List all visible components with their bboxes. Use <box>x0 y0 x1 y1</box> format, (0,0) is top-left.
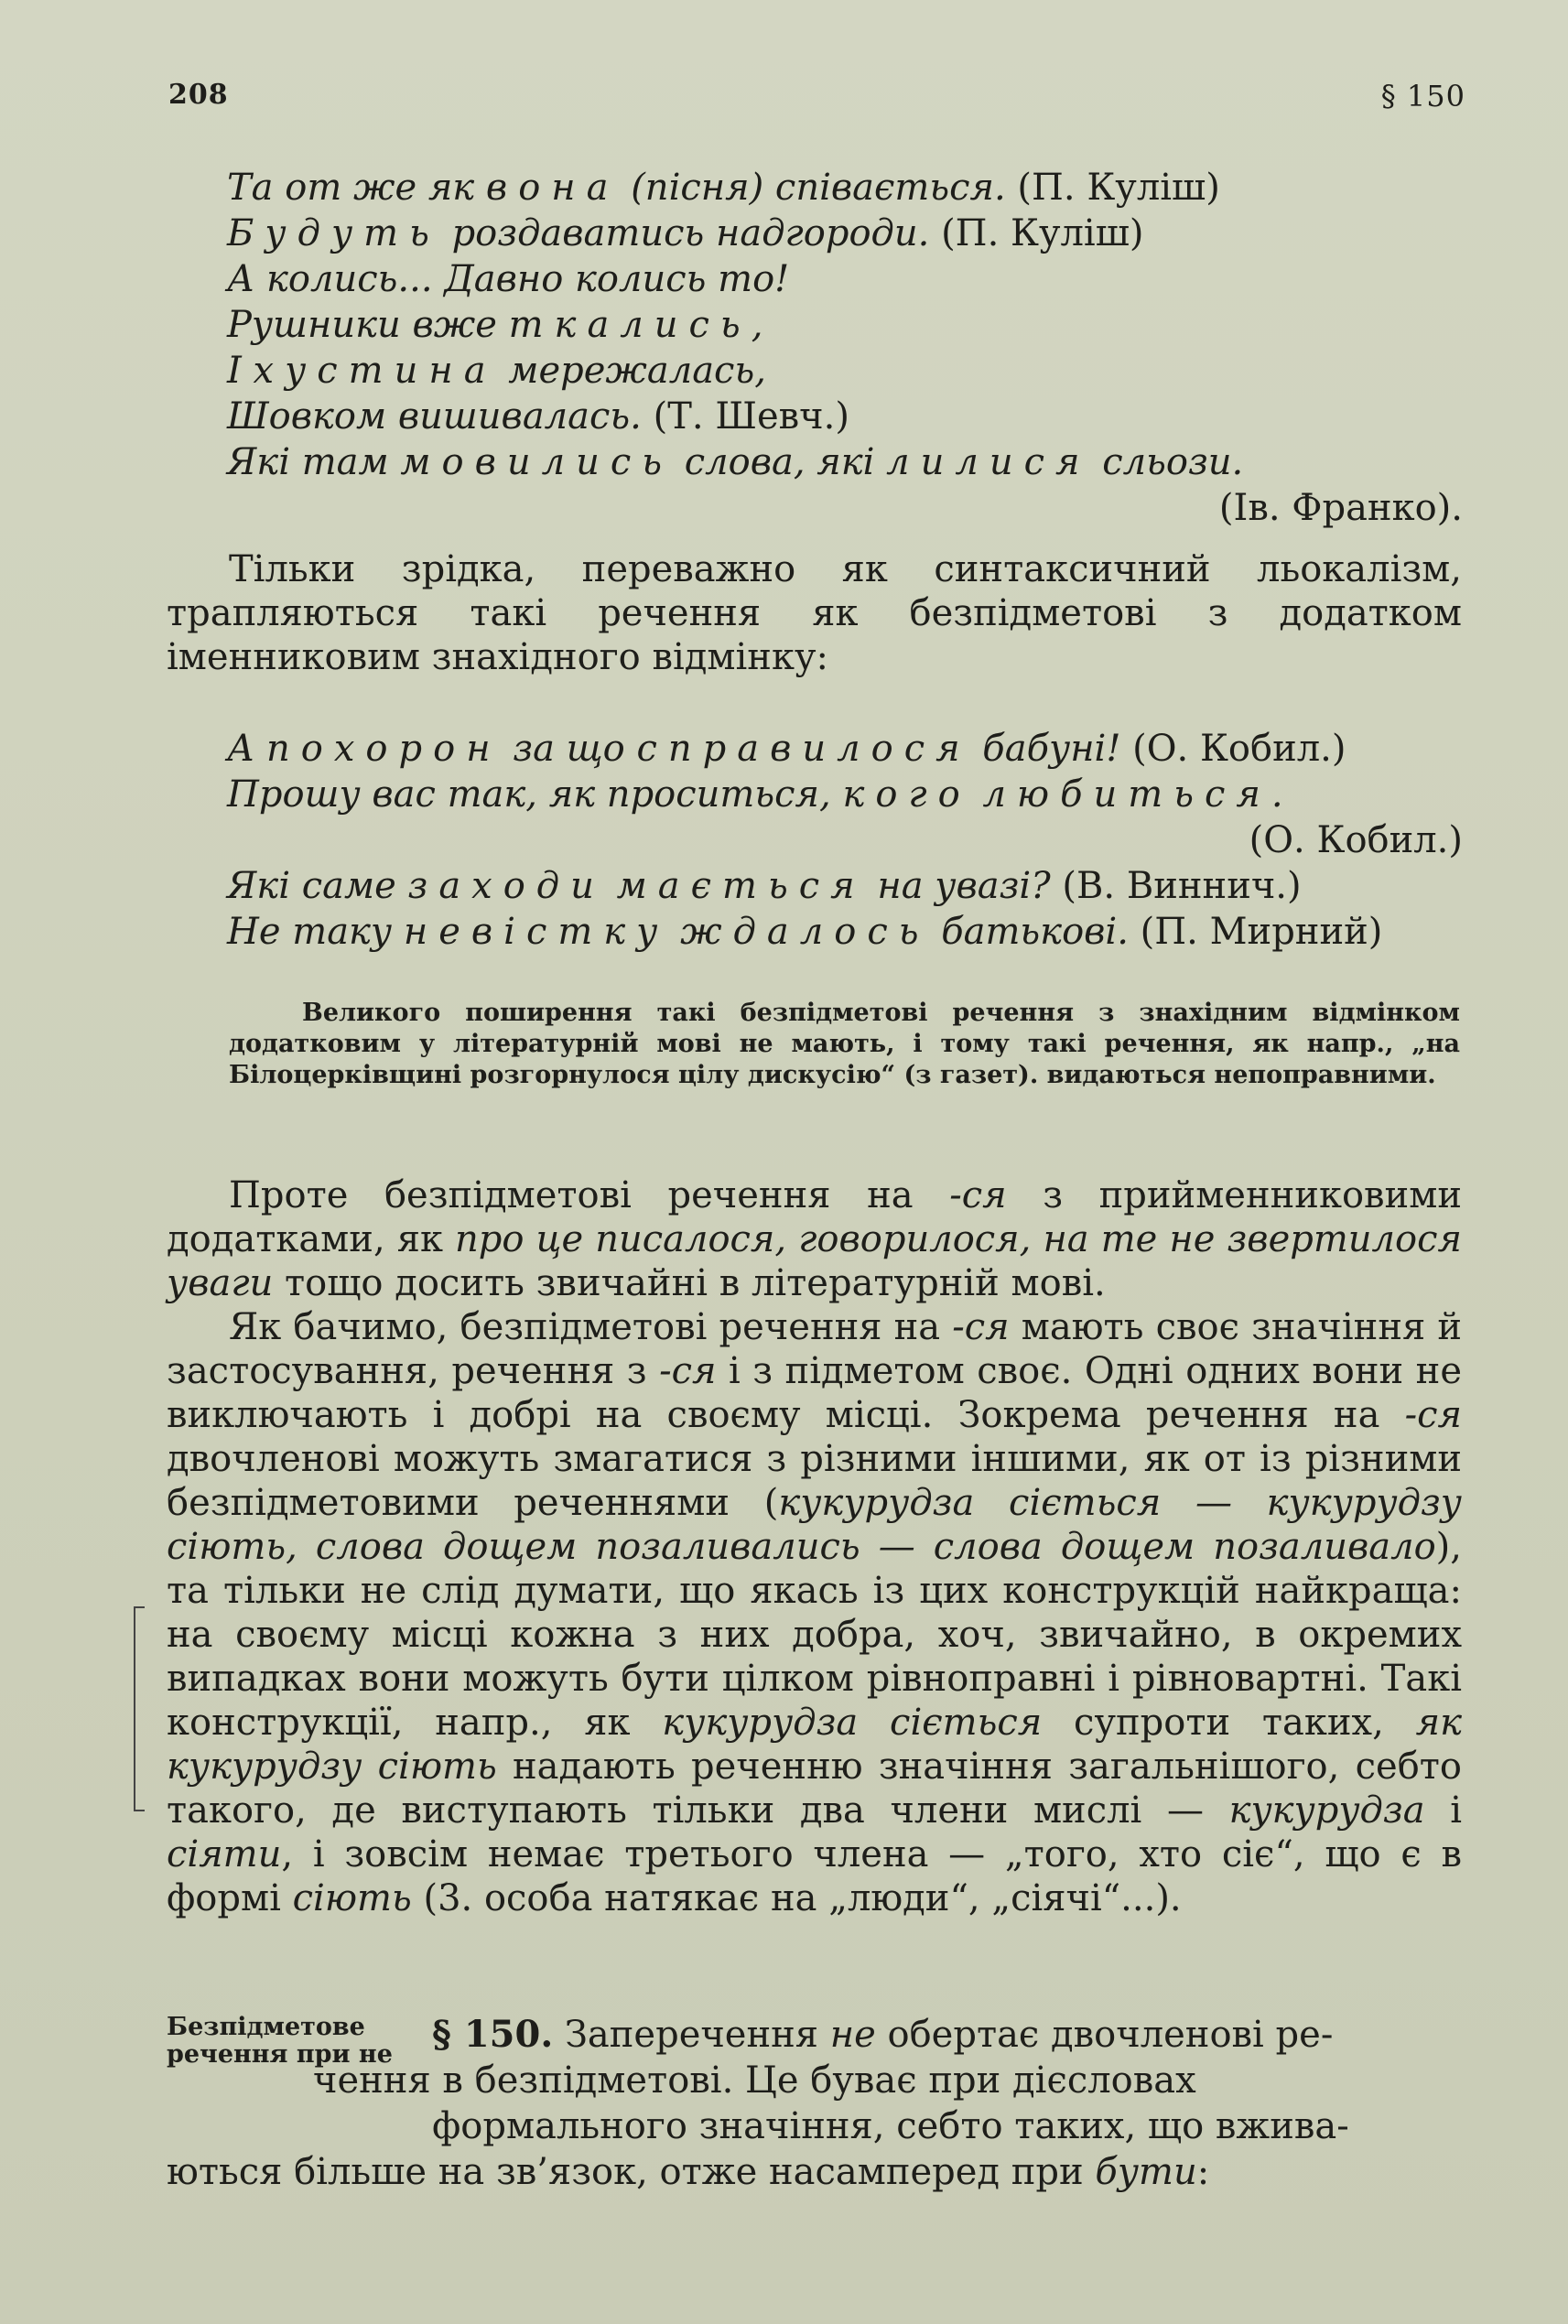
verse-line: Прошу вас так, як проситься, кого любиться. <box>227 773 1283 816</box>
paragraph-1 <box>167 547 1462 679</box>
section-line: § 150. Заперечення не обертає двочленові ре- <box>432 2013 1334 2056</box>
footnote-small-print <box>229 998 1460 1091</box>
paragraph-3 <box>167 1305 1462 1920</box>
paragraph-1-text: Тільки зрідка, переважно як синтаксичний льокалізм, трапляються такі речення як безпідметові з додатком іменниковим знахідного відмінку: <box>167 548 1462 678</box>
section-line: формального значіння, себто таких, що вжива- <box>432 2105 1349 2147</box>
verse-line: А похорон за що справилося бабуні! (О. Кобил.) <box>227 728 1346 770</box>
verse-line: Та от же як вона (пісня) співається. (П. Куліш) <box>227 167 1220 209</box>
page-number: 208 <box>168 79 229 111</box>
verse-attribution: (Ів. Франко). <box>1218 487 1463 529</box>
margin-bracket <box>134 1606 145 1811</box>
small-note-text: Великого поширення такі безпідметові речення з знахідним відмінком додатковим у літературній мові не мають, і тому такі речення, як напр., „на Білоцерківщині розгорнулося цілу дискусію“ (з газет). видаються непоправними. <box>229 999 1460 1089</box>
verse-line: Шовком вишивалась. (Т. Шевч.) <box>227 395 849 438</box>
verse-attribution: (О. Кобил.) <box>1249 819 1463 861</box>
verse-line: А колись... Давно колись то! <box>227 258 790 300</box>
verse-line: Рушники вже ткались, <box>227 304 763 346</box>
section-margin-note: Безпідметове речення при не <box>167 2013 393 2069</box>
section-150 <box>167 2012 1462 2195</box>
verse-line: Які там мовились слова, які лилися сльози. <box>227 441 1244 483</box>
section-line: ються більше на зв’язок, отже насамперед при бути: <box>167 2151 1210 2193</box>
paragraph-3-text: Як бачимо, безпідметові речення на -ся мають своє значіння й застосування, речення з -ся і з підметом своє. Одні одних вони не виключають і добрі на своєму місці. Зокрема речення на -ся двочленові можуть змагатися з різними іншими, як от із різними безпідметовими реченнями (кукурудза сіється — кукурудзу сіють, слова дощем позаливались — слова дощем позаливало), та тільки не слід думати, що якась із цих конструкцій найкраща: на своєму місці кожна з них добра, хоч, звичайно, в окремих випадках вони можуть бути цілком рівноправні і рівновартні. Такі конструкції, напр., як кукурудза сіється супроти таких, як кукурудзу сіють надають реченню значіння загальнішого, себто такого, де виступають тільки два члени мислі — кукурудза і сіяти, і зовсім немає третього члена — „того, хто сіє“, що є в формі сіють (3. особа натякає на „люди“, „сіячі“...). <box>167 1306 1463 1919</box>
verse-quotes-1 <box>227 165 1472 531</box>
verse-line: Які саме заходи мається на увазі? (В. Виннич.) <box>227 865 1302 907</box>
section-line: чення в безпідметові. Це буває при дієсловах <box>313 2059 1196 2102</box>
section-number: § 150 <box>1380 79 1465 113</box>
verse-line: Не таку невістку ждалось батькові. (П. Мирний) <box>227 911 1383 953</box>
verse-quotes-2 <box>227 726 1472 955</box>
paragraph-2-text: Проте безпідметові речення на -ся з прийменниковими додатками, як про це писалося, говорилося, на те не звертилося уваги тощо досить звичайні в літературній мові. <box>167 1174 1462 1304</box>
verse-line: І хустина мережалась, <box>227 350 766 392</box>
paragraph-2 <box>167 1173 1462 1305</box>
verse-line: Будуть роздаватись надгороди. (П. Куліш) <box>227 212 1144 254</box>
section-heading: § 150. <box>432 2013 554 2056</box>
